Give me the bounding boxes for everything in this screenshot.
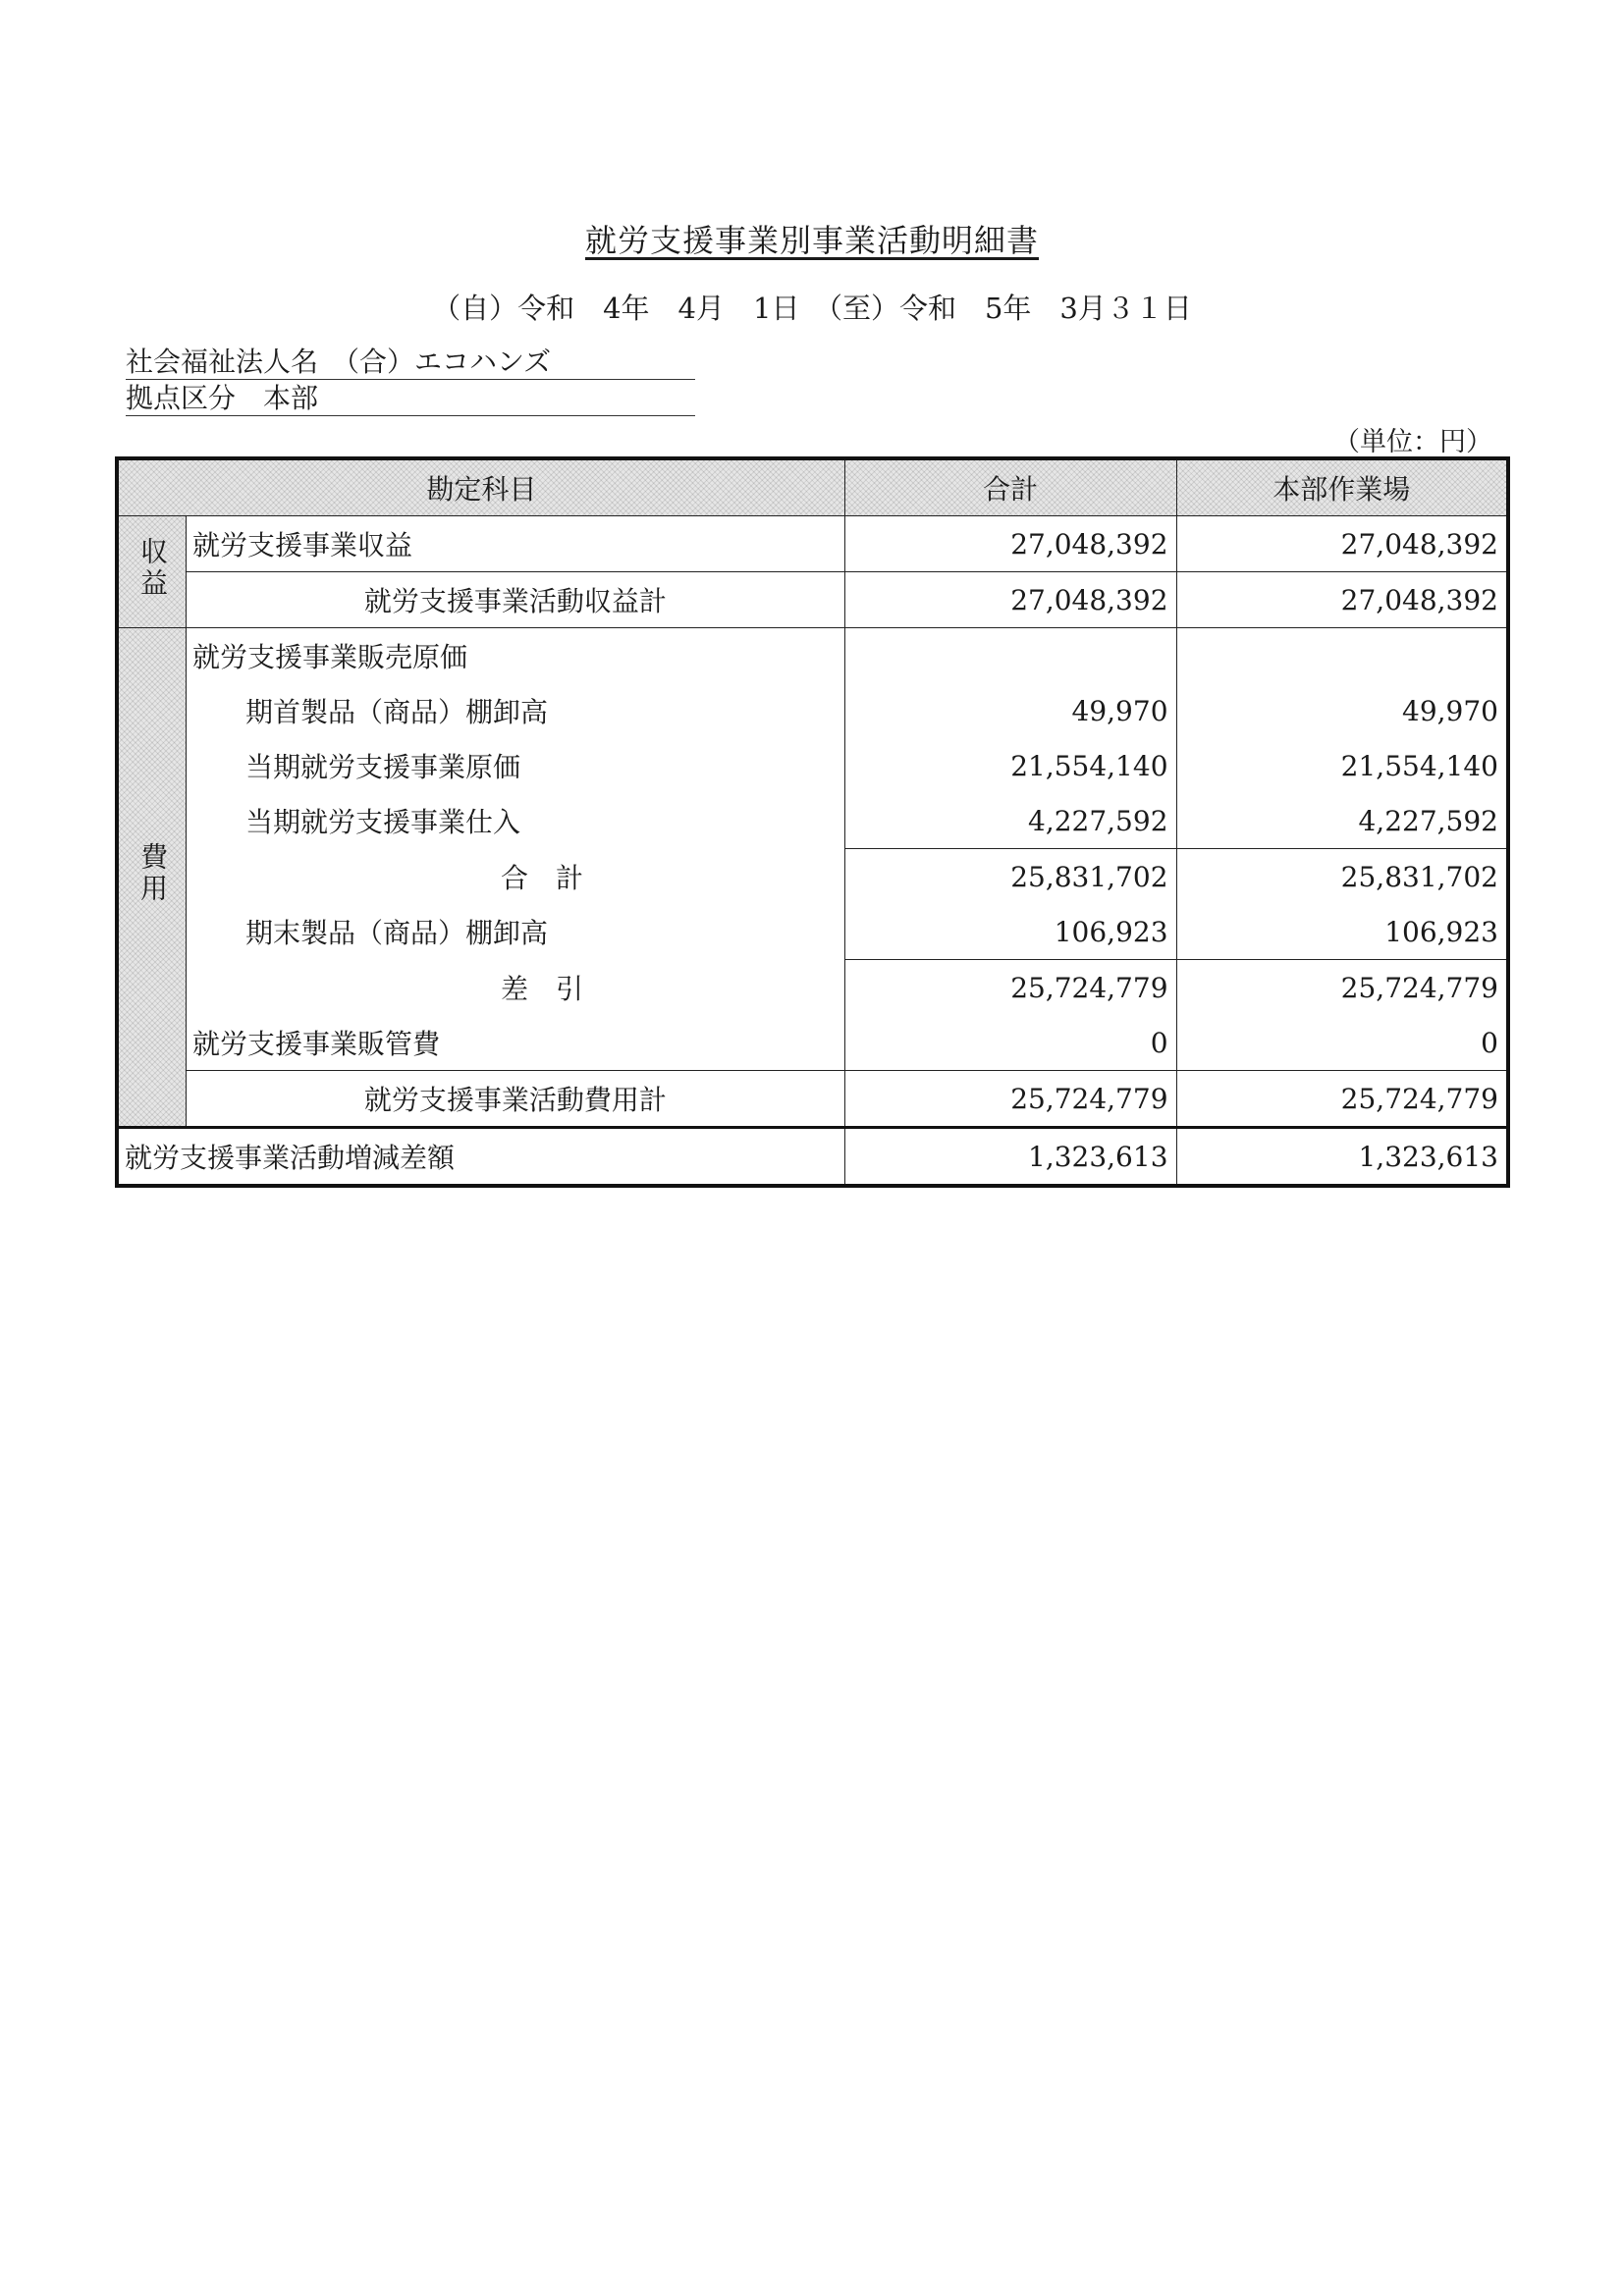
row-office: 4,227,592 [1176, 793, 1508, 849]
table-row [117, 849, 1508, 905]
row-label: 期首製品（商品）棚卸高 [187, 683, 845, 738]
statement-table [115, 456, 1510, 1188]
row-total: 0 [844, 1015, 1176, 1071]
document-title [0, 216, 1624, 261]
row-label: 就労支援事業販売原価 [187, 628, 845, 684]
row-office: 25,724,779 [1176, 960, 1508, 1016]
row-office: 25,831,702 [1176, 849, 1508, 905]
row-label: 期末製品（商品）棚卸高 [187, 904, 845, 960]
unit-label: （単位：円） [1333, 427, 1492, 457]
header-row [117, 458, 1508, 516]
row-total: 25,724,779 [844, 960, 1176, 1016]
row-total: 1,323,613 [844, 1128, 1176, 1187]
row-office: 49,970 [1176, 683, 1508, 738]
table-row [117, 1015, 1508, 1071]
period: （自）令和 4年 4月 1日 （至）令和 5年 3月３１日 [432, 292, 1192, 325]
table-row [117, 1128, 1508, 1187]
side-label-expense [117, 628, 187, 1128]
row-office: 27,048,392 [1176, 572, 1508, 628]
table-row [117, 1071, 1508, 1128]
table-row [117, 960, 1508, 1016]
row-label: 当期就労支援事業仕入 [187, 793, 845, 849]
table-row [117, 628, 1508, 684]
row-office: 27,048,392 [1176, 516, 1508, 572]
table-row [117, 904, 1508, 960]
row-office: 0 [1176, 1015, 1508, 1071]
header-total: 合計 [844, 458, 1176, 516]
row-total: 27,048,392 [844, 516, 1176, 572]
header-account: 勘定科目 [117, 458, 844, 516]
row-office: 106,923 [1176, 904, 1508, 960]
row-label: 差 引 [187, 960, 845, 1016]
corporation-name: 社会福祉法人名 （合）エコハンズ [126, 346, 695, 380]
row-total: 25,831,702 [844, 849, 1176, 905]
table-row [117, 738, 1508, 793]
row-office [1176, 628, 1508, 684]
row-total: 25,724,779 [844, 1071, 1176, 1128]
side-label-revenue [117, 516, 187, 628]
row-label: 就労支援事業活動収益計 [187, 572, 845, 628]
row-label: 就労支援事業活動増減差額 [117, 1128, 844, 1187]
table-row [117, 572, 1508, 628]
row-label: 就労支援事業活動費用計 [187, 1071, 845, 1128]
row-label: 就労支援事業販管費 [187, 1015, 845, 1071]
base-division: 拠点区分 本部 [126, 382, 695, 416]
row-label: 合 計 [187, 849, 845, 905]
table-row [117, 793, 1508, 849]
row-total: 106,923 [844, 904, 1176, 960]
row-total: 21,554,140 [844, 738, 1176, 793]
side-label-expense-text: 費用 [136, 841, 169, 905]
side-label-revenue-text: 収益 [136, 536, 169, 600]
header-office: 本部作業場 [1176, 458, 1508, 516]
row-total [844, 628, 1176, 684]
row-total: 49,970 [844, 683, 1176, 738]
row-office: 25,724,779 [1176, 1071, 1508, 1128]
row-office: 1,323,613 [1176, 1128, 1508, 1187]
row-total: 4,227,592 [844, 793, 1176, 849]
row-label: 就労支援事業収益 [187, 516, 845, 572]
table-row [117, 683, 1508, 738]
row-office: 21,554,140 [1176, 738, 1508, 793]
row-label: 当期就労支援事業原価 [187, 738, 845, 793]
row-total: 27,048,392 [844, 572, 1176, 628]
table-row [117, 516, 1508, 572]
document-title-text: 就労支援事業別事業活動明細書 [584, 222, 1039, 259]
